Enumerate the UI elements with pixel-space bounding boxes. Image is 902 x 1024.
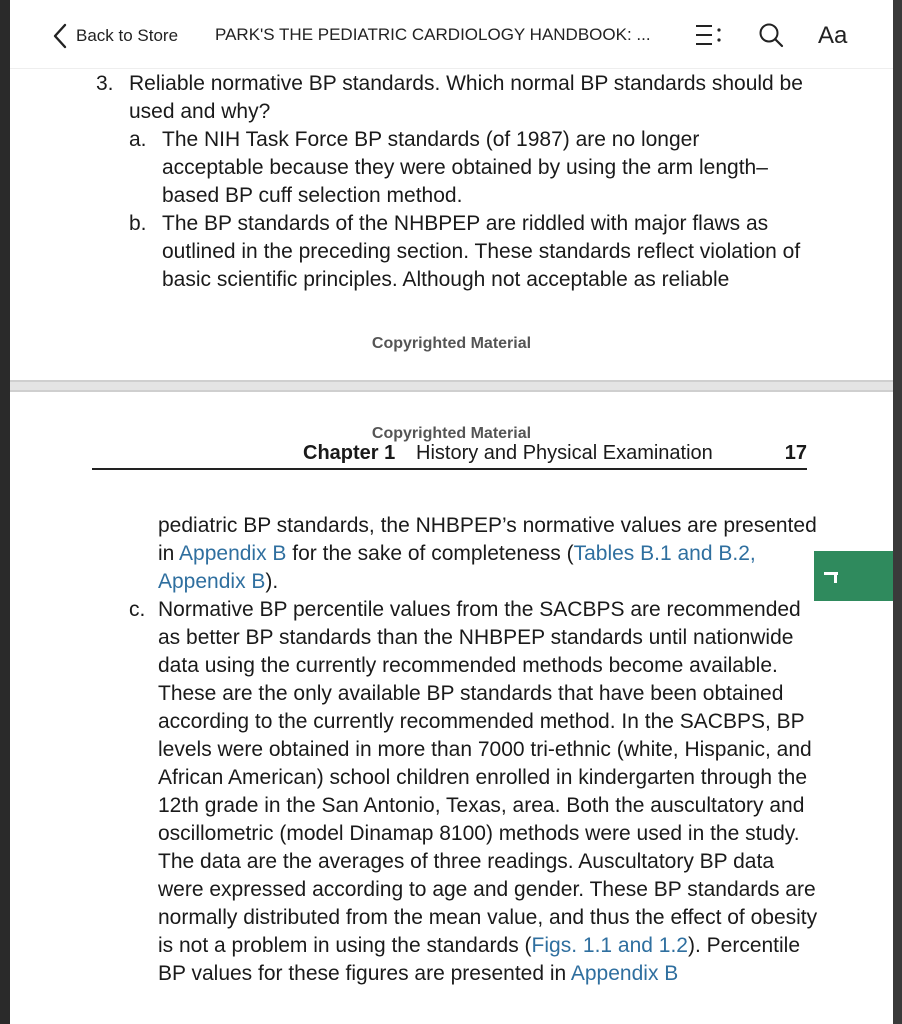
appendix-b-link[interactable]: Appendix B [570, 962, 679, 985]
note-bookmark-tab[interactable] [814, 551, 893, 601]
copyright-notice: Copyrighted Material [371, 425, 532, 442]
text-run: Normative BP percentile values from the SACBPS are recommended as better BP standards than the NHBPEP standards until nationwide data using the currently recommended methods become available. These are the only available BP standards that have been obtained according to the currently recommended method. In the SACBPS, BP levels were obtained in more than 7000 tri-ethnic (white, Hispanic, and African American) school children enrolled in kindergarten through the 12th grade in the San Antonio, Texas, area. Both the auscultatory and oscillometric (model Dinamap 8100) methods were used in the study. The data are the averages of three readings. Auscultatory BP data were expressed according to age and gender. These BP standards are normally distributed from the mean value, and thus the effect of obesity is not a problem in using the standards ( [158, 598, 818, 957]
search-icon [757, 20, 785, 50]
list-item-3-text: Reliable normative BP standards. Which normal BP standards should be used and why? [129, 72, 803, 123]
list-item-c-text [158, 596, 818, 988]
list-item-a-text: The NIH Task Force BP standards (of 1987) are no longer acceptable because they were obtained by using the arm length–based BP cuff selection method. [162, 128, 768, 207]
font-settings-button[interactable]: Aa [818, 22, 848, 49]
search-button[interactable] [757, 20, 785, 55]
text-run: ). Percentile BP values for these figures are presented in [158, 934, 801, 985]
back-to-store-button[interactable] [52, 22, 178, 50]
page-number: 17 [784, 442, 807, 464]
running-header [92, 442, 807, 470]
list-letter: a. [129, 128, 147, 151]
text-run: for the sake of completeness ( [286, 542, 574, 565]
list-letter: c. [129, 598, 146, 621]
page-break [10, 380, 893, 392]
chapter-label: Chapter 1 [303, 442, 396, 464]
tables-b1-b2-link[interactable]: Tables B.1 and B.2, Appendix B [158, 542, 756, 593]
chapter-title: History and Physical Examination [416, 442, 713, 464]
reader-page [10, 0, 893, 1024]
list-letter: b. [129, 212, 147, 235]
list-number: 3. [96, 72, 114, 95]
appendix-b-link[interactable]: Appendix B [179, 542, 287, 565]
window-edge [893, 0, 902, 1024]
continued-paragraph [158, 512, 818, 596]
copyright-notice: Copyrighted Material [371, 335, 532, 352]
chevron-left-icon [52, 23, 68, 49]
list-item-b-text: The BP standards of the NHBPEP are riddled with major flaws as outlined in the preceding section. These standards reflect violation of basic scientific principles. Although not acceptable as reliable [162, 212, 801, 291]
contents-list-icon [694, 20, 724, 50]
bookmark-icon-stem [834, 572, 837, 583]
text-run: ). [265, 570, 279, 593]
figs-link[interactable]: Figs. 1.1 and 1.2 [531, 934, 688, 957]
text-run: pediatric BP standards, the NHBPEP’s normative values are presented in [158, 514, 817, 565]
reader-toolbar [10, 0, 893, 69]
table-of-contents-button[interactable] [694, 20, 724, 55]
back-label: Back to Store [76, 26, 179, 45]
book-title: PARK'S THE PEDIATRIC CARDIOLOGY HANDBOOK: ... [215, 25, 651, 44]
